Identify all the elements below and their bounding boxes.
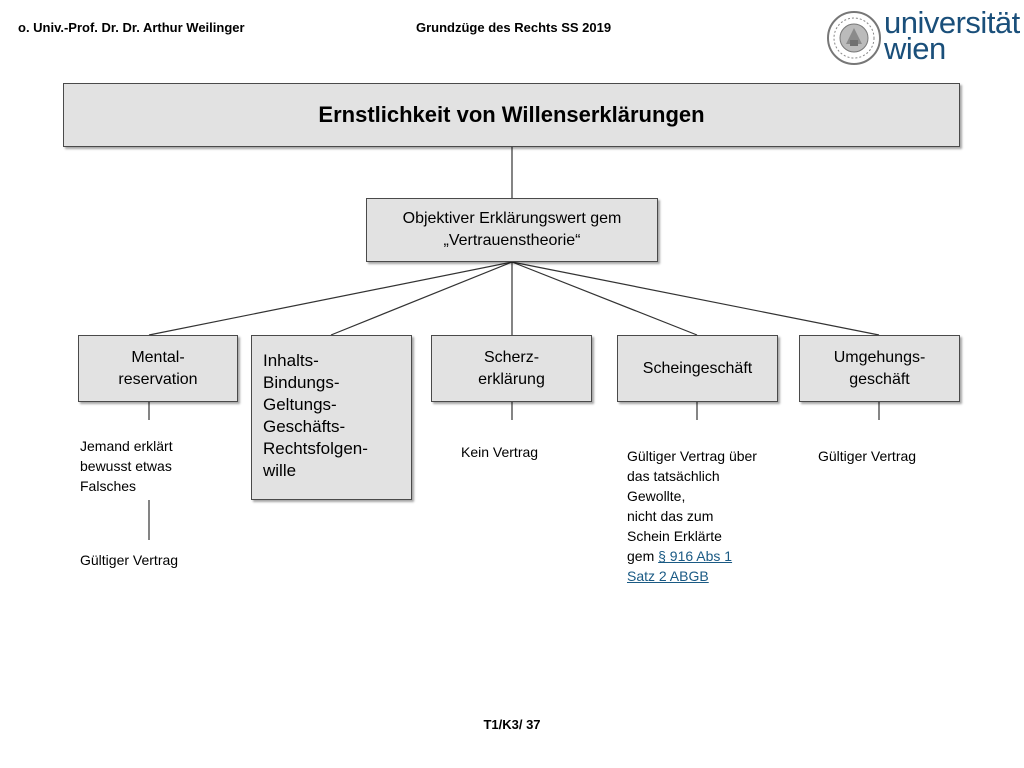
note-schein-line4: nicht das zum bbox=[627, 508, 714, 524]
root-to-inhalt-line bbox=[331, 262, 512, 335]
note-schein-line3: Gewollte, bbox=[627, 488, 686, 504]
category-umgehung-line1: Umgehungs- bbox=[833, 348, 926, 366]
note-mental-result: Gültiger Vertrag bbox=[80, 552, 179, 568]
note-mental-line3: Falsches bbox=[80, 478, 137, 494]
category-mental-line2: reservation bbox=[118, 370, 198, 388]
note-schein-line1: Gültiger Vertrag über bbox=[627, 448, 757, 464]
category-inhaltswille bbox=[251, 335, 412, 500]
law-reference-link[interactable]: § 916 Abs 1 bbox=[658, 548, 733, 564]
note-mental-line2: bewusst etwas bbox=[80, 458, 172, 474]
note-schein-line5: Schein Erklärte bbox=[627, 528, 722, 544]
root-node bbox=[366, 198, 658, 262]
logo-word-wien: wien bbox=[884, 31, 946, 66]
category-scheingeschaeft bbox=[617, 335, 778, 402]
category-inhalt-line6: wille bbox=[263, 461, 297, 480]
author-label: o. Univ.-Prof. Dr. Dr. Arthur Weilinger bbox=[18, 20, 245, 35]
category-schein-line1: Scheingeschäft bbox=[642, 359, 753, 377]
category-scherz-line2: erklärung bbox=[478, 370, 545, 388]
category-inhalt-line4: Geschäfts- bbox=[263, 417, 346, 436]
course-label: Grundzüge des Rechts SS 2019 bbox=[416, 20, 612, 35]
category-mentalreservation bbox=[78, 335, 238, 402]
root-to-umgehung-line bbox=[512, 262, 879, 335]
root-node-line1: Objektiver Erklärungswert gem bbox=[402, 210, 622, 227]
note-mental-line1: Jemand erklärt bbox=[80, 438, 173, 454]
category-inhalt-line1: Inhalts- bbox=[263, 351, 319, 370]
category-inhalt-line2: Bindungs- bbox=[263, 373, 340, 392]
note-schein bbox=[627, 446, 757, 586]
law-reference-link-cont[interactable]: Satz 2 ABGB bbox=[627, 568, 709, 584]
diagram-title: Ernstlichkeit von Willenserklärungen bbox=[318, 102, 705, 127]
category-scherzerklaerung bbox=[431, 335, 592, 402]
note-scherz: Kein Vertrag bbox=[461, 444, 539, 460]
category-scherz-line1: Scherz- bbox=[483, 348, 540, 366]
diagram-title-box bbox=[63, 83, 960, 147]
category-umgehungsgeschaeft bbox=[799, 335, 960, 402]
root-to-mental-line bbox=[149, 262, 512, 335]
page-number: T1/K3/ 37 bbox=[483, 717, 541, 732]
category-inhalt-line3: Geltungs- bbox=[263, 395, 337, 414]
note-schein-line6 bbox=[627, 546, 757, 566]
category-mental-line1: Mental- bbox=[131, 348, 185, 366]
category-umgehung-line2: geschäft bbox=[849, 370, 910, 388]
root-to-schein-line bbox=[512, 262, 697, 335]
note-schein-line2: das tatsächlich bbox=[627, 468, 720, 484]
root-node-line2: „Vertrauenstheorie“ bbox=[443, 232, 581, 249]
note-umgehung: Gültiger Vertrag bbox=[818, 448, 917, 464]
note-mental bbox=[80, 436, 173, 496]
logo-word-universitaet: universität bbox=[884, 5, 1020, 40]
category-inhalt-line5: Rechtsfolgen- bbox=[263, 439, 368, 458]
note-schein-gem-prefix: gem bbox=[627, 548, 659, 564]
